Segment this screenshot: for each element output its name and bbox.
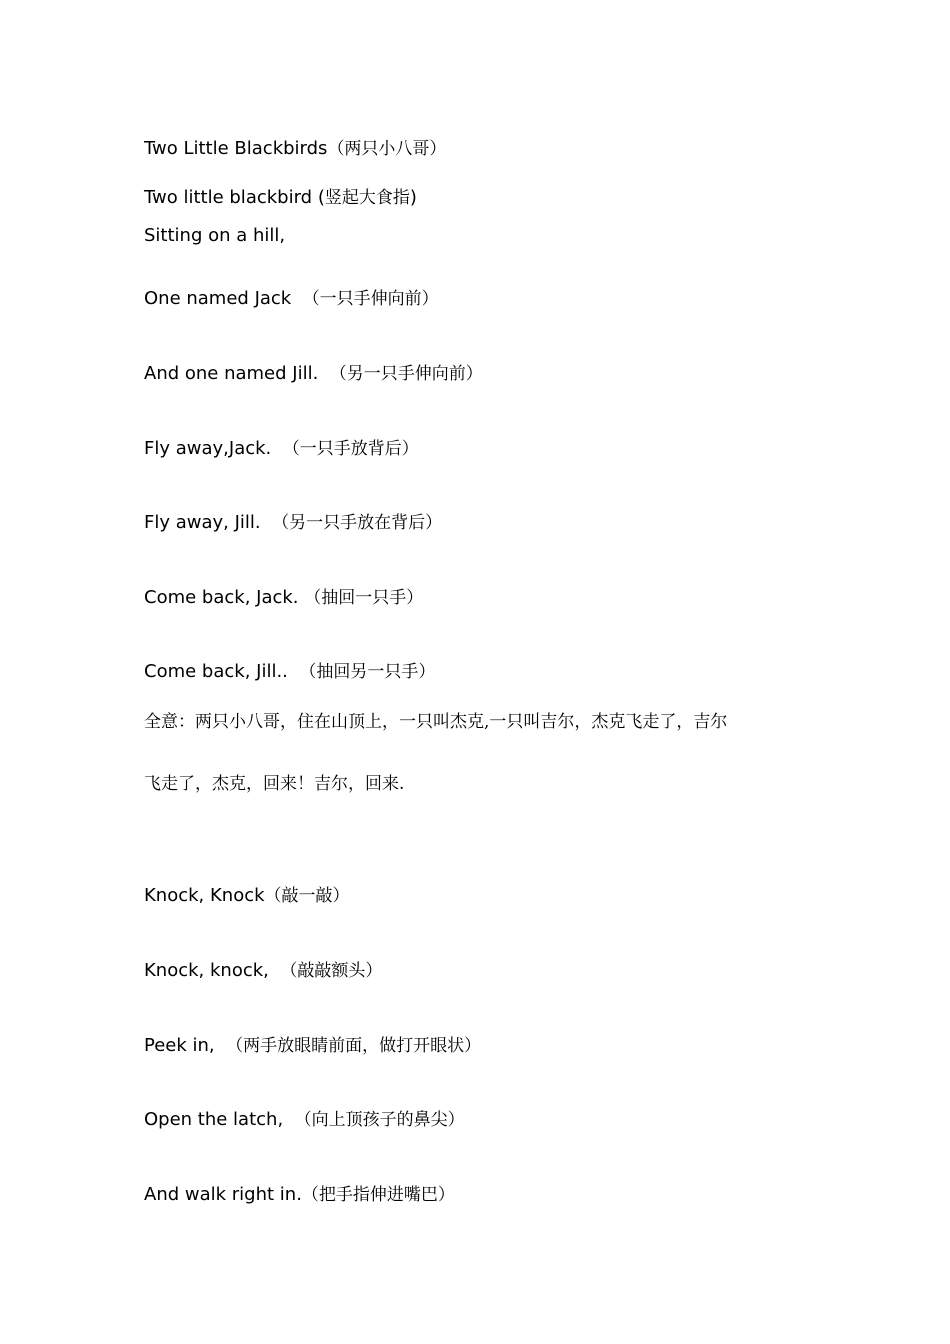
poem-line-chinese: （敲敲额头） <box>280 961 383 981</box>
poem-line <box>144 660 435 684</box>
poem-line-english: Fly away, Jill. <box>144 512 273 533</box>
poem-title-chinese: （敲一敲） <box>264 886 350 906</box>
poem-meaning-line-2: 飞走了，杰克，回来！吉尔，回来. <box>144 774 405 794</box>
poem-line <box>144 362 483 386</box>
poem-line-chinese: 竖起大食指 <box>324 188 410 208</box>
poem-title-english: Knock, Knock <box>144 885 265 906</box>
poem-line-chinese: （抽回另一只手） <box>299 662 436 682</box>
poem-line-english: Come back, Jill.. <box>144 661 300 682</box>
poem-line <box>144 186 417 210</box>
poem-line-chinese: （一只手放背后） <box>282 439 419 459</box>
poem-line-chinese: （向上顶孩子的鼻尖） <box>294 1110 465 1130</box>
poem-line <box>144 287 439 311</box>
poem-line-english: One named Jack <box>144 288 303 309</box>
poem-line-english: Two little blackbird ( <box>144 187 325 208</box>
poem-line <box>144 1034 481 1058</box>
poem-line <box>144 437 419 461</box>
poem-line-english: Peek in, <box>144 1035 227 1056</box>
poem-line-english: Fly away,Jack. <box>144 438 283 459</box>
poem-line <box>144 511 442 535</box>
poem-line-chinese: （另一只手放在背后） <box>272 513 443 533</box>
poem-line-english: And walk right in. <box>144 1184 302 1205</box>
poem-line-english: And one named Jill. <box>144 363 330 384</box>
poem-line <box>144 586 423 610</box>
poem-line-chinese: （抽回一只手） <box>304 588 424 608</box>
poem-line-english: Come back, Jack. <box>144 587 305 608</box>
poem-title-chinese: （两只小八哥） <box>327 139 447 159</box>
poem-line <box>144 1108 465 1132</box>
poem-line-chinese: （两手放眼睛前面，做打开眼状） <box>226 1036 482 1056</box>
poem-title <box>144 884 350 908</box>
poem-line-english: Sitting on a hill, <box>144 225 286 246</box>
poem-title-english: Two Little Blackbirds <box>144 138 328 159</box>
poem-line-chinese: （另一只手伸向前） <box>329 364 483 384</box>
poem-meaning-line-1: 全意：两只小八哥，住在山顶上，一只叫杰克,一只叫吉尔，杰克飞走了，吉尔 <box>144 712 728 732</box>
poem-line-tail: ) <box>409 187 417 208</box>
poem-title <box>144 137 446 161</box>
poem-line <box>144 224 285 248</box>
poem-line <box>144 959 382 983</box>
poem-line-chinese: （一只手伸向前） <box>302 289 439 309</box>
poem-line-english: Open the latch, <box>144 1109 295 1130</box>
poem-line-english: Knock, knock, <box>144 960 281 981</box>
poem-line <box>144 1183 455 1207</box>
poem-line-chinese: （把手指伸进嘴巴） <box>301 1185 455 1205</box>
